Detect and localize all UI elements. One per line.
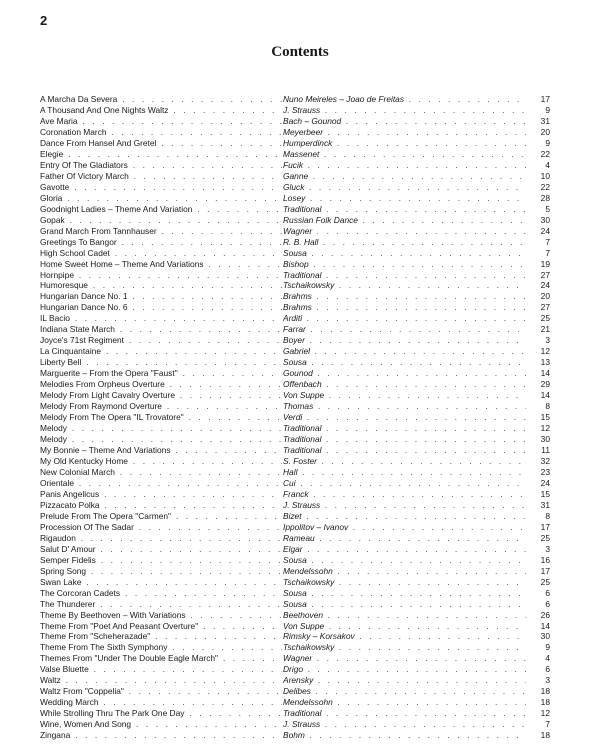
entry-composer: Von Suppe . . .	[283, 621, 526, 632]
entry-composer: Traditional . . .	[283, 708, 526, 719]
entry-composer: Bishop . . .	[283, 259, 526, 270]
entry-page-number: 3	[545, 335, 550, 346]
entry-title: Coronation March . . .	[40, 127, 282, 138]
entry-title: Greetings To Bangor . . .	[40, 237, 282, 248]
entry-page-number: 14	[540, 620, 550, 631]
contents-entry	[40, 533, 550, 544]
entry-title: Themes From "Under The Double Eagle March" . . .	[40, 653, 282, 664]
entry-composer: Rimsky – Korsakov . . .	[283, 631, 526, 642]
entry-page-number: 9	[545, 137, 550, 148]
entry-page-number: 16	[540, 554, 550, 565]
contents-entry	[40, 149, 550, 160]
entry-title: Valse Bluette . . .	[40, 664, 282, 675]
contents-entry	[40, 160, 550, 171]
entry-page-number: 7	[545, 247, 550, 258]
entry-title: The Corcoran Cadets . . .	[40, 588, 282, 599]
contents-entry	[40, 193, 550, 204]
entry-composer: Thomas . . .	[283, 401, 526, 412]
entry-title: My Bonnie – Theme And Variations . . .	[40, 445, 282, 456]
entry-title: Orientale . . .	[40, 478, 282, 489]
entry-composer: Sousa . . .	[283, 599, 526, 610]
entry-page-number: 15	[540, 412, 550, 423]
entry-title: A Thousand And One Nights Waltz . . .	[40, 105, 282, 116]
entry-title: Gloria . . .	[40, 193, 282, 204]
contents-entry	[40, 94, 550, 105]
entry-composer: Offenbach . . .	[283, 379, 526, 390]
contents-entry	[40, 270, 550, 281]
entry-title: High School Cadet . . .	[40, 248, 282, 259]
entry-title: Entry Of The Gladiators . . .	[40, 160, 282, 171]
entry-page-number: 22	[540, 148, 550, 159]
entry-composer: Bizet . . .	[283, 511, 526, 522]
contents-entry	[40, 368, 550, 379]
contents-entry	[40, 664, 550, 675]
entry-title: Procession Of The Sadar . . .	[40, 522, 282, 533]
entry-page-number: 8	[545, 401, 550, 412]
entry-page-number: 3	[545, 675, 550, 686]
entry-page-number: 17	[540, 94, 550, 104]
entry-title: While Strolling Thru The Park One Day . . .	[40, 708, 282, 719]
entry-composer: Arensky . . .	[283, 675, 526, 686]
contents-entry	[40, 621, 550, 632]
entry-composer: Bohm . . .	[283, 730, 526, 741]
contents-list	[40, 94, 550, 741]
entry-title: Melody From The Opera "IL Trovatore" . . .	[40, 412, 282, 423]
entry-title: Ave Maria . . .	[40, 116, 282, 127]
entry-page-number: 20	[540, 126, 550, 137]
entry-title: Marguerite – From the Opera "Faust" . . .	[40, 368, 282, 379]
entry-composer: Gluck . . .	[283, 182, 526, 193]
contents-entry	[40, 401, 550, 412]
contents-entry	[40, 588, 550, 599]
entry-page-number: 25	[540, 576, 550, 587]
contents-entry	[40, 697, 550, 708]
contents-entry	[40, 642, 550, 653]
entry-title: Hungarian Dance No. 1 . . .	[40, 291, 282, 302]
contents-entry	[40, 215, 550, 226]
entry-title: Melody From Light Cavalry Overture . . .	[40, 390, 282, 401]
entry-title: Prelude From The Opera "Carmen" . . .	[40, 511, 282, 522]
entry-composer: Bach – Gounod . . .	[283, 116, 526, 127]
contents-entry	[40, 280, 550, 291]
entry-page-number: 25	[540, 532, 550, 543]
contents-entry	[40, 434, 550, 445]
contents-entry	[40, 204, 550, 215]
entry-title: New Colonial March . . .	[40, 467, 282, 478]
contents-entry	[40, 599, 550, 610]
entry-composer: Fucik . . .	[283, 160, 526, 171]
entry-page-number: 17	[540, 565, 550, 576]
entry-page-number: 12	[540, 346, 550, 357]
entry-composer: J. Strauss . . .	[283, 719, 526, 730]
entry-title: Melody From Raymond Overture . . .	[40, 401, 282, 412]
contents-entry	[40, 335, 550, 346]
entry-composer: Traditional . . .	[283, 270, 526, 281]
entry-title: Spring Song . . .	[40, 566, 282, 577]
entry-composer: Sousa . . .	[283, 357, 526, 368]
entry-composer: Wagner . . .	[283, 226, 526, 237]
entry-composer: Rameau . . .	[283, 533, 526, 544]
contents-entry	[40, 610, 550, 621]
contents-entry	[40, 511, 550, 522]
contents-entry	[40, 467, 550, 478]
contents-entry	[40, 708, 550, 719]
entry-title: Joyce's 71st Regiment . . .	[40, 335, 282, 346]
entry-composer: Verdi . . .	[283, 412, 526, 423]
entry-page-number: 7	[545, 236, 550, 247]
entry-composer: J. Strauss . . .	[283, 500, 526, 511]
entry-page-number: 4	[545, 653, 550, 664]
contents-entry	[40, 226, 550, 237]
contents-entry	[40, 412, 550, 423]
entry-page-number: 19	[540, 258, 550, 269]
entry-page-number: 27	[540, 269, 550, 280]
entry-title: My Old Kentucky Home . . .	[40, 456, 282, 467]
entry-composer: Humperdinck . . .	[283, 138, 526, 149]
contents-entry	[40, 324, 550, 335]
entry-title: Waltz From "Coppelia" . . .	[40, 686, 282, 697]
entry-composer: Beethoven . . .	[283, 610, 526, 621]
contents-entry	[40, 346, 550, 357]
contents-entry	[40, 500, 550, 511]
entry-page-number: 14	[540, 368, 550, 379]
entry-title: Theme From "Poet And Peasant Overture" . . .	[40, 621, 282, 632]
entry-composer: Traditional . . .	[283, 423, 526, 434]
entry-page-number: 17	[540, 521, 550, 532]
entry-composer: Traditional . . .	[283, 445, 526, 456]
entry-composer: S. Foster . . .	[283, 456, 526, 467]
entry-title: Grand March From Tannhauser . . .	[40, 226, 282, 237]
entry-composer: J. Strauss . . .	[283, 105, 526, 116]
entry-page-number: 20	[540, 291, 550, 302]
entry-page-number: 4	[545, 159, 550, 170]
entry-page-number: 31	[540, 499, 550, 510]
entry-title: Zingana . . .	[40, 730, 282, 741]
contents-entry	[40, 686, 550, 697]
contents-entry	[40, 719, 550, 730]
entry-composer: R. B. Hall . . .	[283, 237, 526, 248]
entry-page-number: 12	[540, 708, 550, 719]
contents-entry	[40, 544, 550, 555]
entry-title: Panis Angelicus . . .	[40, 489, 282, 500]
contents-entry	[40, 237, 550, 248]
entry-composer: Meyerbeer . . .	[283, 127, 526, 138]
entry-title: Humoresque . . .	[40, 280, 282, 291]
entry-page-number: 18	[540, 697, 550, 708]
contents-entry	[40, 171, 550, 182]
entry-title: Theme From "Scheherazade" . . .	[40, 631, 282, 642]
entry-title: The Thunderer . . .	[40, 599, 282, 610]
entry-title: Gopak . . .	[40, 215, 282, 226]
entry-composer: Tschaikowsky . . .	[283, 280, 526, 291]
entry-composer: Farrar . . .	[283, 324, 526, 335]
entry-title: Pizzacato Polka . . .	[40, 500, 282, 511]
entry-page-number: 7	[545, 719, 550, 730]
contents-entry	[40, 138, 550, 149]
entry-page-number: 6	[545, 587, 550, 598]
entry-page-number: 5	[545, 203, 550, 214]
entry-title: Dance From Hansel And Gretel . . .	[40, 138, 282, 149]
entry-composer: Brahms . . .	[283, 291, 526, 302]
entry-composer: Sousa . . .	[283, 248, 526, 259]
contents-entry	[40, 259, 550, 270]
contents-entry	[40, 313, 550, 324]
entry-title: Semper Fidelis . . .	[40, 555, 282, 566]
entry-composer: Wagner . . .	[283, 653, 526, 664]
contents-entry	[40, 631, 550, 642]
contents-entry	[40, 478, 550, 489]
entry-title: Salut D' Amour . . .	[40, 544, 282, 555]
entry-title: Hornpipe . . .	[40, 270, 282, 281]
contents-entry	[40, 489, 550, 500]
entry-title: Theme From The Sixth Symphony . . .	[40, 642, 282, 653]
entry-composer: Von Suppe . . .	[283, 390, 526, 401]
entry-composer: Arditi . . .	[283, 313, 526, 324]
entry-page-number: 18	[540, 686, 550, 697]
entry-page-number: 32	[540, 455, 550, 466]
entry-composer: Tschaikowsky . . .	[283, 577, 526, 588]
entry-page-number: 11	[541, 445, 550, 455]
entry-title: A Marcha Da Severa . . .	[40, 94, 282, 105]
entry-page-number: 30	[540, 631, 550, 642]
entry-title: Hungarian Dance No. 6 . . .	[40, 302, 282, 313]
entry-composer: Russian Folk Dance . . .	[283, 215, 526, 226]
entry-composer: Boyer . . .	[283, 335, 526, 346]
entry-composer: Drigo . . .	[283, 664, 526, 675]
entry-composer: Gounod . . .	[283, 368, 526, 379]
contents-entry	[40, 116, 550, 127]
entry-composer: Sousa . . .	[283, 555, 526, 566]
entry-page-number: 15	[540, 488, 550, 499]
entry-page-number: 13	[540, 357, 550, 368]
entry-title: Indiana State March . . .	[40, 324, 282, 335]
entry-composer: Massenet . . .	[283, 149, 526, 160]
entry-composer: Ippolitov – Ivanov . . .	[283, 522, 526, 533]
entry-page-number: 10	[540, 170, 550, 181]
entry-composer: Mendelssohn . . .	[283, 697, 526, 708]
entry-title: La Cinquantaine . . .	[40, 346, 282, 357]
entry-composer: Sousa . . .	[283, 588, 526, 599]
entry-title: Goodnight Ladies – Theme And Variation . . .	[40, 204, 282, 215]
entry-composer: Brahms . . .	[283, 302, 526, 313]
entry-title: Melodies From Orpheus Overture . . .	[40, 379, 282, 390]
entry-composer: Losey . . .	[283, 193, 526, 204]
entry-title: Melody . . .	[40, 434, 282, 445]
entry-page-number: 26	[540, 609, 550, 620]
entry-composer: Mendelssohn . . .	[283, 566, 526, 577]
entry-title: Theme By Beethoven – With Variations . . .	[40, 610, 282, 621]
contents-entry	[40, 456, 550, 467]
entry-page-number: 6	[545, 598, 550, 609]
entry-page-number: 18	[540, 730, 550, 741]
contents-entry	[40, 302, 550, 313]
entry-page-number: 8	[545, 510, 550, 521]
contents-entry	[40, 522, 550, 533]
entry-page-number: 9	[545, 104, 550, 115]
contents-entry	[40, 291, 550, 302]
entry-page-number: 24	[540, 477, 550, 488]
page-title: Contents	[271, 44, 329, 60]
entry-composer: Nuno Meireles – Joao de Freitas . . .	[283, 94, 526, 105]
entry-page-number: 29	[540, 379, 550, 390]
contents-entry	[40, 566, 550, 577]
entry-page-number: 24	[540, 280, 550, 291]
contents-entry	[40, 105, 550, 116]
entry-page-number: 25	[540, 313, 550, 324]
entry-composer: Gabriel . . .	[283, 346, 526, 357]
contents-entry	[40, 653, 550, 664]
entry-page-number: 6	[545, 664, 550, 675]
entry-title: Melody . . .	[40, 423, 282, 434]
entry-title: Gavotte . . .	[40, 182, 282, 193]
entry-title: Wine, Women And Song . . .	[40, 719, 282, 730]
entry-title: Home Sweet Home – Theme And Variations . . .	[40, 259, 282, 270]
contents-entry	[40, 675, 550, 686]
entry-title: Rigaudon . . .	[40, 533, 282, 544]
entry-composer: Delibes . . .	[283, 686, 526, 697]
entry-composer: Tschaikowsky . . .	[283, 642, 526, 653]
contents-entry	[40, 423, 550, 434]
entry-title: IL Bacio . . .	[40, 313, 282, 324]
contents-entry	[40, 577, 550, 588]
entry-composer: Cui . . .	[283, 478, 526, 489]
entry-composer: Traditional . . .	[283, 434, 526, 445]
contents-entry	[40, 379, 550, 390]
contents-entry	[40, 730, 550, 741]
entry-composer: Franck . . .	[283, 489, 526, 500]
entry-title: Father Of Victory March . . .	[40, 171, 282, 182]
entry-page-number: 22	[540, 181, 550, 192]
contents-entry	[40, 357, 550, 368]
contents-entry	[40, 182, 550, 193]
contents-entry	[40, 127, 550, 138]
entry-page-number: 12	[540, 423, 550, 434]
entry-page-number: 28	[540, 192, 550, 203]
contents-entry	[40, 555, 550, 566]
entry-page-number: 31	[540, 115, 550, 126]
page-number: 2	[40, 13, 48, 28]
entry-page-number: 24	[540, 225, 550, 236]
entry-composer: Traditional . . .	[283, 204, 526, 215]
entry-page-number: 30	[540, 434, 550, 445]
entry-page-number: 27	[540, 302, 550, 313]
entry-title: Waltz . . .	[40, 675, 282, 686]
entry-composer: Hall . . .	[283, 467, 526, 478]
contents-entry	[40, 248, 550, 259]
entry-page-number: 9	[545, 642, 550, 653]
entry-page-number: 14	[540, 390, 550, 401]
entry-page-number: 21	[540, 324, 550, 335]
entry-page-number: 3	[545, 543, 550, 554]
entry-title: Elegie . . .	[40, 149, 282, 160]
entry-composer: Elgar . . .	[283, 544, 526, 555]
entry-page-number: 30	[540, 214, 550, 225]
entry-title: Wedding March . . .	[40, 697, 282, 708]
contents-entry	[40, 445, 550, 456]
entry-title: Swan Lake . . .	[40, 577, 282, 588]
entry-title: Liberty Bell . . .	[40, 357, 282, 368]
entry-composer: Ganne . . .	[283, 171, 526, 182]
contents-entry	[40, 390, 550, 401]
entry-page-number: 23	[540, 466, 550, 477]
